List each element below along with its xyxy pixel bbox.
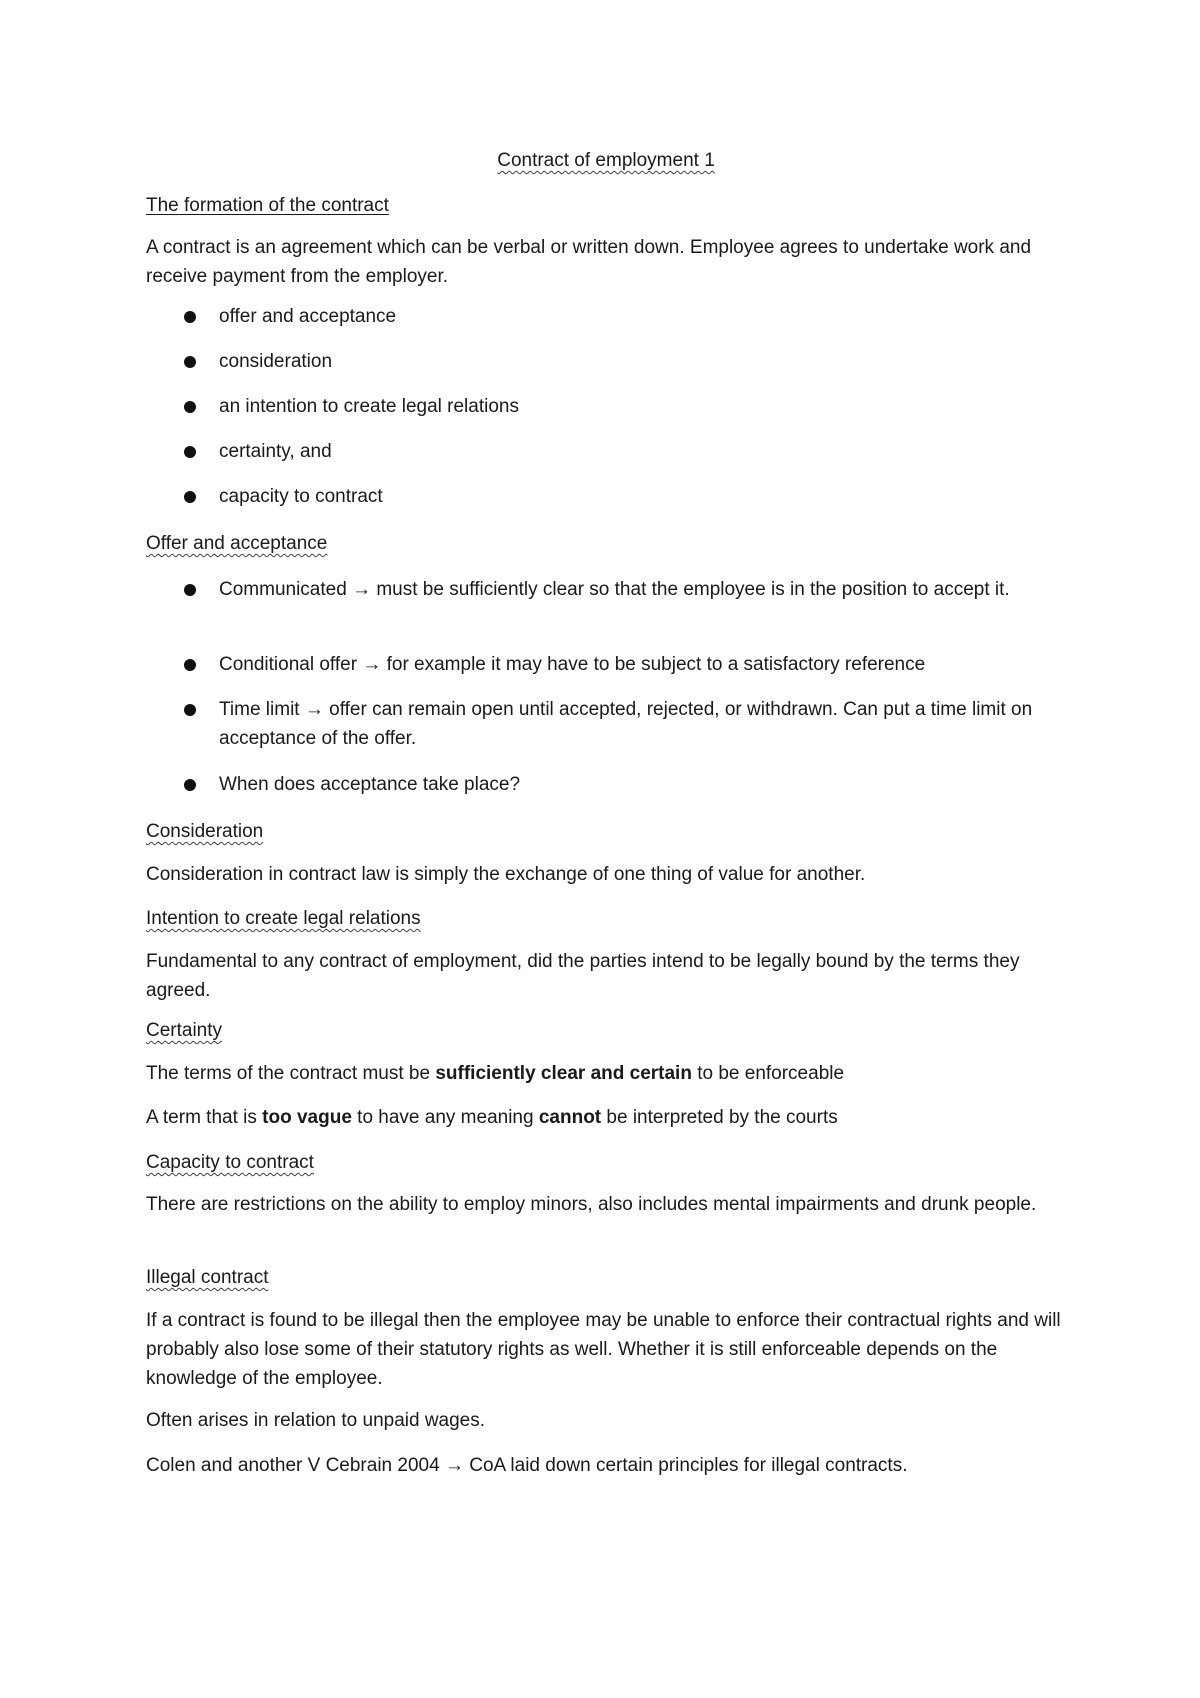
bullet-icon <box>184 779 196 791</box>
certainty-line-2: A term that is too vague to have any meaning cannot be interpreted by the courts <box>146 1107 838 1128</box>
bullet-icon <box>184 704 196 716</box>
heading-illegal: Illegal contract <box>146 1267 269 1288</box>
heading-capacity: Capacity to contract <box>146 1152 314 1173</box>
heading-consideration: Consideration <box>146 821 264 842</box>
heading-intention: Intention to create legal relations <box>146 908 421 929</box>
capacity-text: There are restrictions on the ability to employ minors, also includes mental impairments and drunk people. <box>146 1194 1037 1215</box>
bullet-icon <box>184 311 196 323</box>
formation-intro: A contract is an agreement which can be verbal or written down. Employee agrees to undertake work and receive payment from the employer. <box>146 237 1032 287</box>
heading-certainty: Certainty <box>146 1020 223 1041</box>
arrow-icon: → <box>444 1455 464 1476</box>
arrow-icon: → <box>362 654 382 675</box>
illegal-text-2: Often arises in relation to unpaid wages. <box>146 1410 486 1431</box>
heading-offer: Offer and acceptance <box>146 533 328 554</box>
illegal-text: If a contract is found to be illegal then the employee may be unable to enforce their contractual rights and will probably also lose some of their statutory rights as well. Whether it is still enforceable depends on the knowledge of the employee. <box>146 1310 1061 1389</box>
page-title: Contract of employment 1 <box>497 150 715 171</box>
intention-text: Fundamental to any contract of employment, did the parties intend to be legally bound by the terms they agreed. <box>146 951 1020 1001</box>
bullet-icon <box>184 356 196 368</box>
illegal-case: Colen and another V Cebrain 2004 → CoA laid down certain principles for illegal contracts. <box>146 1455 908 1476</box>
heading-formation: The formation of the contract <box>146 195 389 216</box>
bullet-icon <box>184 446 196 458</box>
certainty-line-1: The terms of the contract must be sufficiently clear and certain to be enforceable <box>146 1063 845 1084</box>
bullet-icon <box>184 491 196 503</box>
arrow-icon: → <box>352 579 372 600</box>
bullet-icon <box>184 659 196 671</box>
bullet-icon <box>184 401 196 413</box>
bullet-icon <box>184 584 196 596</box>
arrow-icon: → <box>304 699 324 720</box>
consideration-text: Consideration in contract law is simply the exchange of one thing of value for another. <box>146 864 866 885</box>
